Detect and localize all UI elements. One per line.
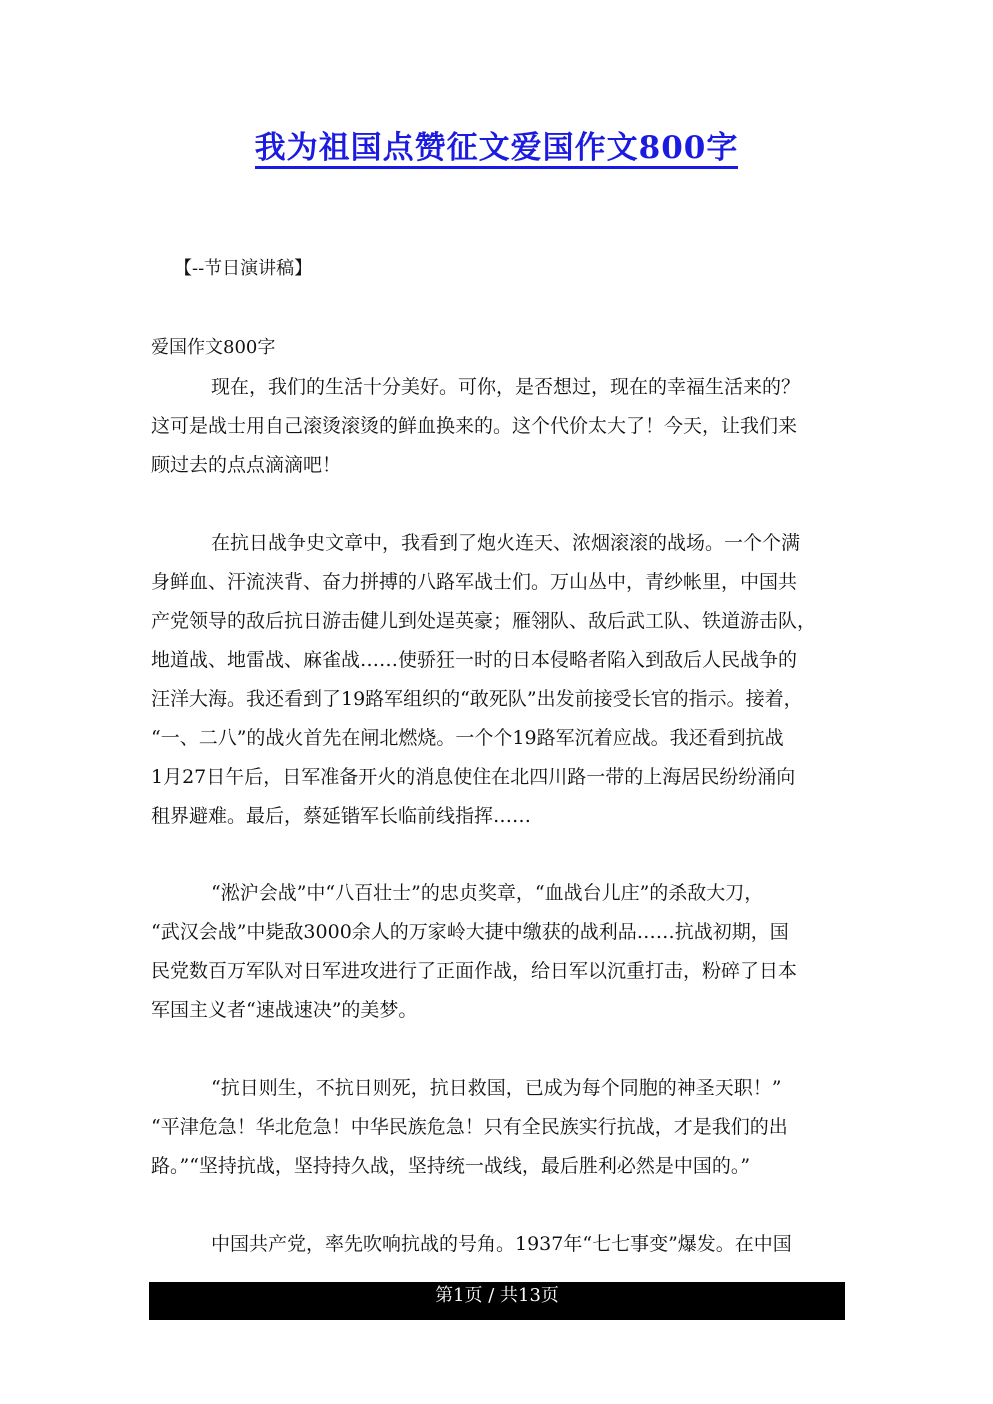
page-footer <box>149 1282 845 1320</box>
paragraph-2 <box>151 524 844 836</box>
paragraph-line: 地道战、地雷战、麻雀战……使骄狂一时的日本侵略者陷入到敌后人民战争的 <box>151 649 798 671</box>
paragraph-line: 路。”“坚持抗战，坚持持久战，坚持统一战线，最后胜利必然是中国的。” <box>151 1155 751 1177</box>
paragraph-line: 民党数百万军队对日军进攻进行了正面作战，给日军以沉重打击，粉碎了日本 <box>151 960 798 982</box>
paragraph-line: “平津危急！华北危急！中华民族危急！只有全民族实行抗战，才是我们的出 <box>151 1116 788 1138</box>
paragraph-line: “淞沪会战”中“八百壮士”的忠贞奖章，“血战台儿庄”的杀敌大刀， <box>211 882 764 904</box>
page-indicator: 第1页 / 共13页 <box>435 1285 559 1306</box>
category-label: 【--节日演讲稿】 <box>174 258 313 279</box>
paragraph-line: “抗日则生，不抗日则死，抗日救国，已成为每个同胞的神圣天职！” <box>211 1077 782 1099</box>
paragraph-line: “一、二八”的战火首先在闸北燃烧。一个个19路军沉着应战。我还看到抗战 <box>151 727 784 749</box>
paragraph-1 <box>151 368 844 485</box>
paragraph-line: 1月27日午后，日军准备开火的消息使住在北四川路一带的上海居民纷纷涌向 <box>151 766 796 788</box>
paragraph-line: 顾过去的点点滴滴吧！ <box>151 454 342 476</box>
paragraph-line: 现在，我们的生活十分美好。可你，是否想过，现在的幸福生活来的？ <box>211 376 801 398</box>
paragraph-line: 汪洋大海。我还看到了19路军组织的“敢死队”出发前接受长官的指示。接着， <box>151 688 803 710</box>
paragraph-3 <box>151 874 844 1030</box>
paragraph-5 <box>151 1225 844 1264</box>
paragraph-4 <box>151 1069 844 1186</box>
paragraph-line: 产党领导的敌后抗日游击健儿到处逞英豪；雁翎队、敌后武工队、铁道游击队， <box>151 610 817 632</box>
paragraph-line: 中国共产党，率先吹响抗战的号角。1937年“七七事变”爆发。在中国 <box>211 1233 792 1255</box>
subheading: 爱国作文800字 <box>151 337 276 358</box>
paragraph-line: 身鲜血、汗流浃背、奋力拼搏的八路军战士们。万山丛中，青纱帐里，中国共 <box>151 571 798 593</box>
paragraph-line: 在抗日战争史文章中，我看到了炮火连天、浓烟滚滚的战场。一个个满 <box>211 532 801 554</box>
paragraph-line: 军国主义者“速战速决”的美梦。 <box>151 999 418 1021</box>
document-title-text: 我为祖国点赞征文爱国作文800字 <box>255 130 739 169</box>
paragraph-line: 租界避难。最后，蔡延锴军长临前线指挥…… <box>151 805 532 827</box>
paragraph-line: 这可是战士用自己滚烫滚烫的鲜血换来的。这个代价太大了！今天，让我们来 <box>151 415 798 437</box>
paragraph-line: “武汉会战”中毙敌3000余人的万家岭大捷中缴获的战利品……抗战初期，国 <box>151 921 789 943</box>
document-title <box>0 122 993 174</box>
